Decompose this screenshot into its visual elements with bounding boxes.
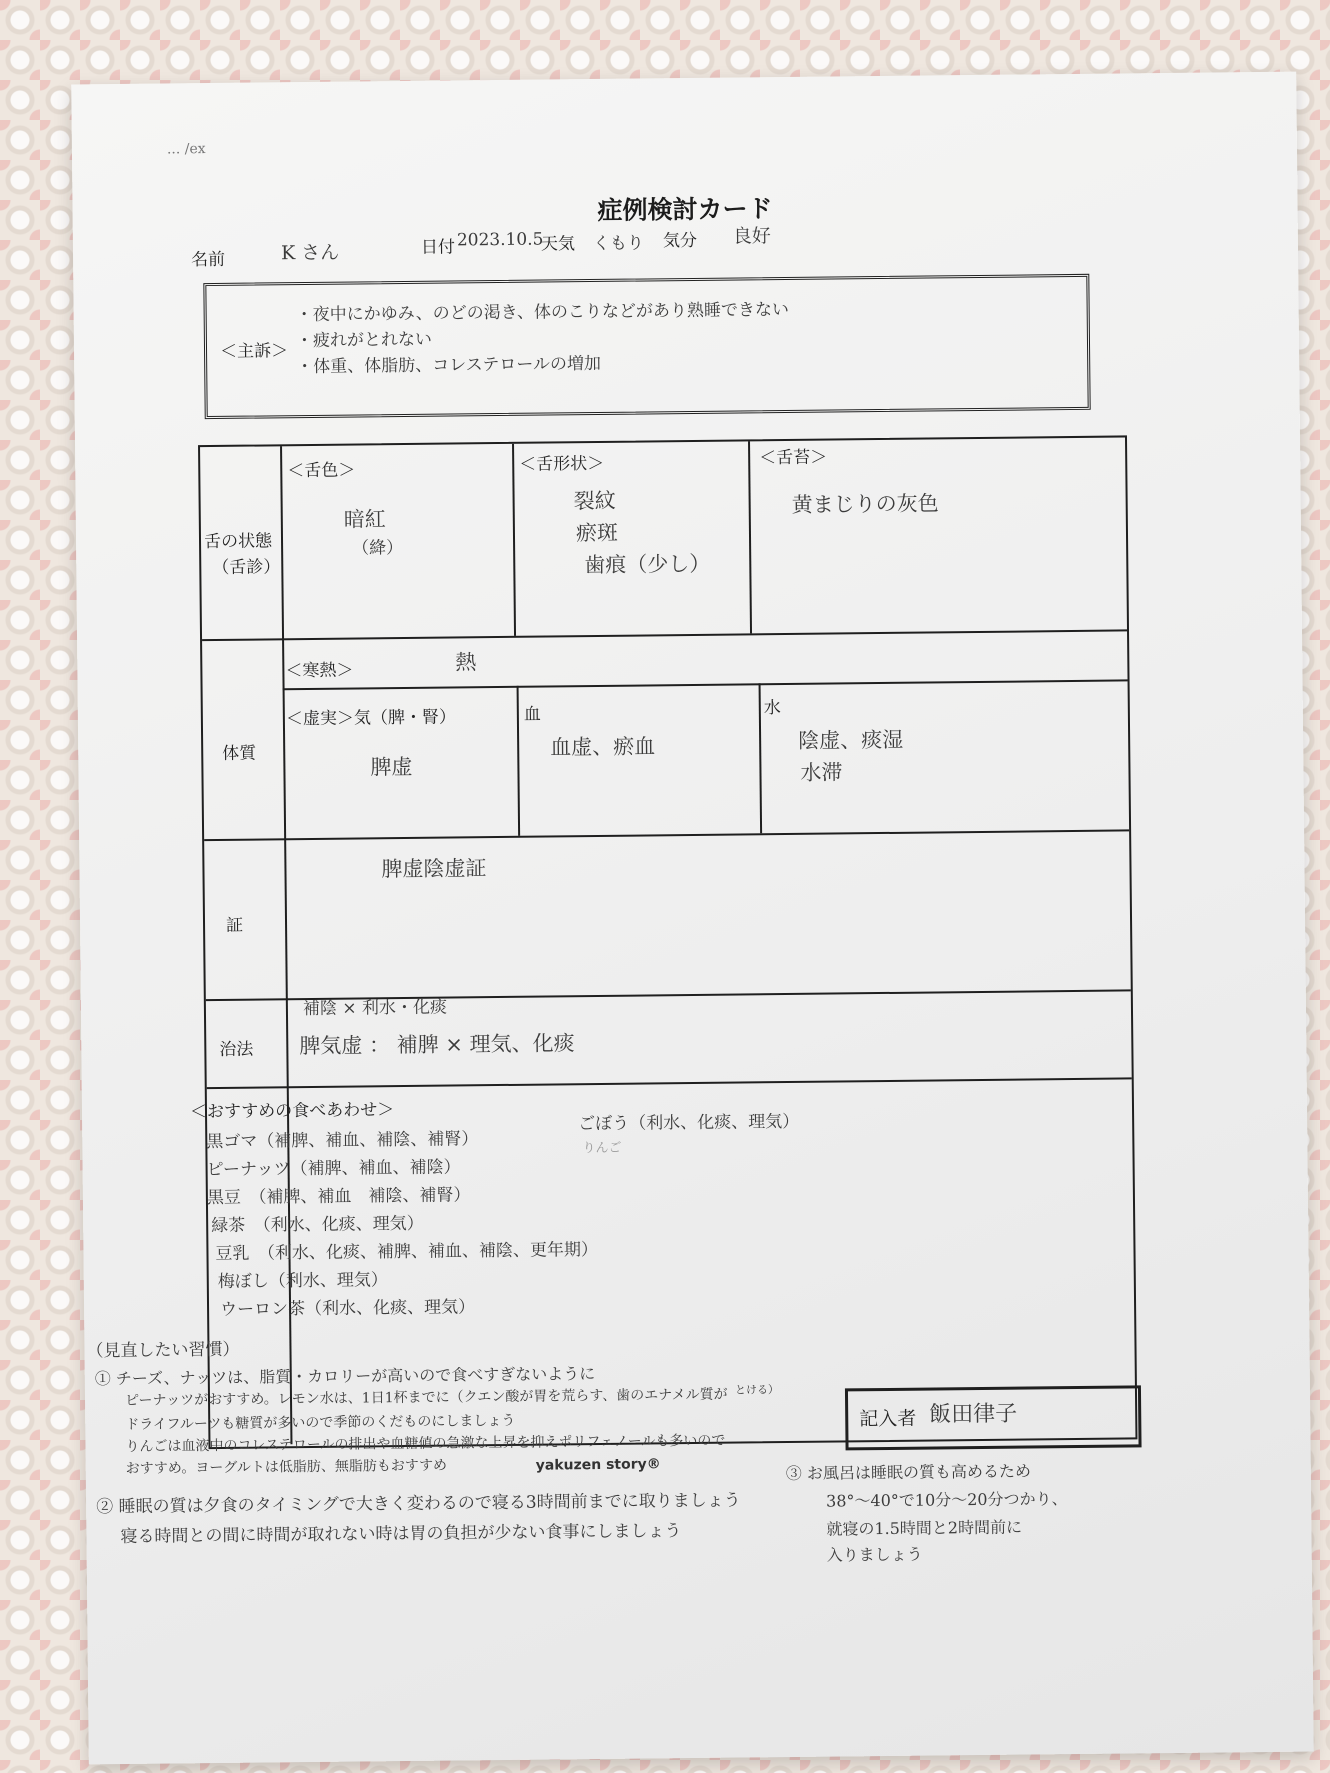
constitution-row-label: 体質 [222, 743, 257, 764]
tongue-coating-value: 黄まじりの灰色 [791, 491, 939, 517]
water-value-sub: 水滞 [800, 760, 843, 785]
tongue-shape-value: 歯痕（少し） [584, 551, 711, 578]
qi-value: 脾虚 [370, 754, 413, 780]
complaint-item: ・夜中にかゆみ、のどの渇き、体のこりなどがあり熟睡できない [295, 299, 790, 326]
tongue-shape-label: ＜舌形状＞ [519, 453, 605, 475]
qi-label: ＜虚実＞気（脾・腎） [285, 707, 456, 730]
mood-label: 気分 [662, 230, 698, 252]
habit-1-line: ① チーズ、ナッツは、脂質・カロリーが高いので食べすぎないように [94, 1364, 596, 1389]
tongue-coating-label: ＜舌苔＞ [759, 447, 828, 469]
habit-1-note: とける） [734, 1383, 780, 1397]
habits-label: （見直したい習慣） [86, 1339, 240, 1362]
food-side-item: ごぼう（利水、化痰、理気） [578, 1111, 800, 1135]
food-item: ウーロン茶（利水、化痰、理気） [219, 1297, 476, 1320]
recorder-value: 飯田律子 [929, 1401, 1018, 1428]
food-item: 緑茶 （利水、化痰、理気） [211, 1213, 424, 1237]
header-scribble: ... /ex [166, 141, 206, 158]
blood-value: 血虚、瘀血 [550, 734, 656, 760]
habit-2-line: ② 睡眠の質は夕食のタイミングで大きく変わるので寝る3時間前までに取りましょう [96, 1490, 741, 1518]
habit-3-line: 就寝の1.5時間と2時間前に [826, 1517, 1023, 1539]
tongue-row-label: 舌の状態 [203, 531, 273, 553]
name-value: K さん [280, 241, 340, 265]
brand-mark: yakuzen story® [535, 1456, 661, 1474]
tongue-color-value: 暗紅 [343, 507, 386, 532]
habit-2-line: 寝る時間との間に時間が取れない時は胃の負担が少ない食事にしましょう [120, 1521, 682, 1548]
date-label: 日付 [420, 237, 456, 258]
complaint-item: ・疲れがとれない [295, 329, 433, 352]
habit-1-line: りんごは血液中のコレステロールの排出や血糖値の急激な上昇を抑えポリフェノールも多いので [125, 1432, 726, 1455]
date-value: 2023.10.5 [456, 229, 544, 251]
case-card-sheet [71, 72, 1314, 1765]
weather-label: 天気 [540, 234, 576, 255]
treatment-line: 脾気虚 ： 補脾 × 理気、化痰 [299, 1031, 575, 1059]
habit-1-line: おすすめ。ヨーグルトは低脂肪、無脂肪もおすすめ [125, 1457, 448, 1477]
food-item: ピーナッツ（補脾、補血、補陰） [206, 1157, 461, 1181]
foods-label: ＜おすすめの食べあわせ＞ [189, 1100, 395, 1123]
food-item: 梅ぼし（利水、理気） [217, 1270, 388, 1292]
syndrome-value: 脾虚陰虚証 [381, 856, 487, 882]
treatment-row-label: 治法 [219, 1039, 254, 1060]
water-value: 陰虚、痰湿 [798, 727, 904, 753]
habit-1-line: ドライフルーツも糖質が多いので季節のくだものにしましょう [125, 1412, 516, 1433]
food-side-faint: りんご [582, 1140, 622, 1157]
cold-heat-value: 熱 [455, 650, 477, 675]
name-label: 名前 [190, 249, 226, 271]
food-item: 黒ゴマ（補脾、補血、補陰、補腎） [206, 1129, 479, 1153]
tongue-color-label: ＜舌色＞ [287, 460, 356, 482]
tongue-shape-value: 裂紋 [573, 488, 616, 514]
weather-value: くもり [592, 233, 645, 255]
food-item: 豆乳 （利水、化痰、補脾、補血、補陰、更年期） [215, 1240, 599, 1265]
habit-3-line: 38°〜40°で10分〜20分つかり、 [826, 1489, 1068, 1511]
cold-heat-label: ＜寒熱＞ [285, 660, 354, 682]
tongue-row-label-sub: （舌診） [212, 557, 281, 579]
food-item: 黒豆 （補脾、補血 補陰、補腎） [206, 1185, 471, 1209]
treatment-line: 補陰 × 利水・化痰 [302, 997, 448, 1020]
habit-3-line: 入りましょう [826, 1544, 923, 1565]
recorder-label: 記入者 [859, 1407, 917, 1431]
mood-value: 良好 [732, 225, 771, 248]
card-title: 症例検討カード [597, 194, 773, 225]
complaint-item: ・体重、体脂肪、コレステロールの増加 [296, 353, 602, 378]
tongue-shape-value: 瘀斑 [575, 520, 619, 546]
tongue-color-value-sub: （絳） [352, 538, 404, 559]
habit-1-line: ピーナッツがおすすめ。レモン水は、1日1杯までに（クエン酸が胃を荒らす、歯のエナメル質が [124, 1386, 728, 1409]
complaint-label: ＜主訴＞ [219, 341, 289, 362]
habit-3-line: ③ お風呂は睡眠の質も高めるため [785, 1461, 1032, 1484]
blood-label: 血 [523, 704, 541, 725]
water-label: 水 [763, 698, 781, 719]
syndrome-row-label: 証 [225, 915, 244, 936]
